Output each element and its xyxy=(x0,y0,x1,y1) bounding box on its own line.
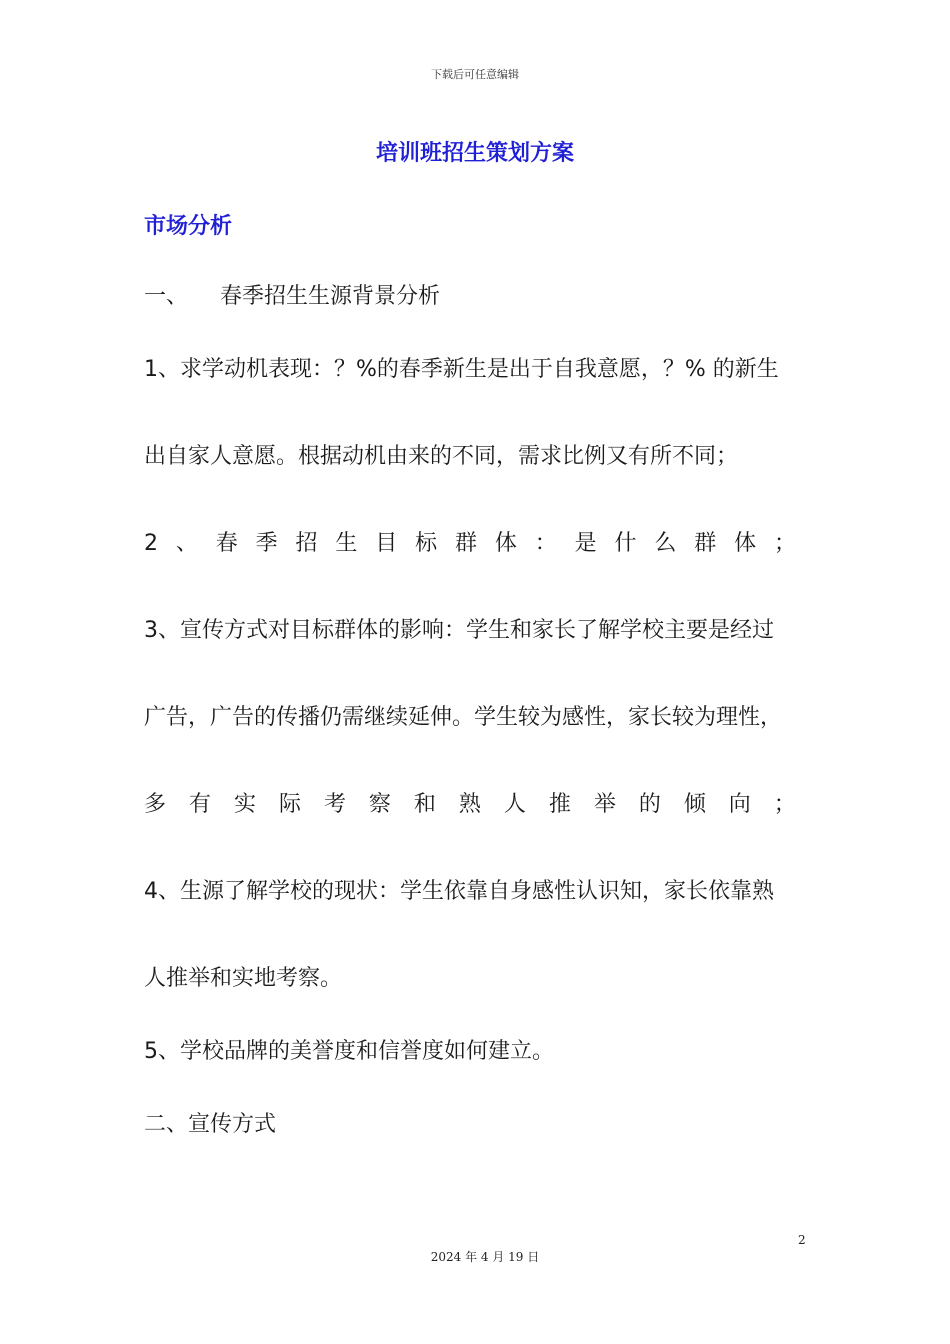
paragraph-line-justified xyxy=(144,790,796,820)
justified-char: 么 xyxy=(654,531,677,556)
document-title: 培训班招生策划方案 xyxy=(375,141,574,166)
paragraph-line: 广告，广告的传播仍需继续延伸。学生较为感性，家长较为理性， xyxy=(144,705,783,730)
justified-char: 熟 xyxy=(458,792,481,817)
justified-char: ； xyxy=(773,531,796,556)
justified-char: 目 xyxy=(375,531,398,556)
justified-char: 群 xyxy=(694,531,717,556)
paragraph-line: 4、生源了解学校的现状：学生依靠自身感性认识知，家长依靠熟 xyxy=(144,879,774,904)
justified-char: 实 xyxy=(233,792,256,817)
justified-char: 体 xyxy=(734,531,757,556)
justified-char: 人 xyxy=(503,792,526,817)
subheading-promotion: 二、宣传方式 xyxy=(144,1112,277,1137)
subheading-text: 春季招生生源背景分析 xyxy=(220,284,441,309)
justified-char: 察 xyxy=(368,792,391,817)
header-note: 下载后可任意编辑 xyxy=(431,68,519,81)
justified-char: 向 xyxy=(728,792,751,817)
justified-char: 和 xyxy=(413,792,436,817)
justified-char: 推 xyxy=(548,792,571,817)
justified-char: 际 xyxy=(278,792,301,817)
justified-char: 有 xyxy=(188,792,211,817)
justified-char: 生 xyxy=(335,531,358,556)
justified-char: 的 xyxy=(638,792,661,817)
subheading-spring-enrollment xyxy=(144,282,440,312)
paragraph-line: 人推举和实地考察。 xyxy=(144,966,343,991)
section-heading: 市场分析 xyxy=(144,214,233,239)
page-number: 2 xyxy=(798,1233,806,1247)
justified-char: 倾 xyxy=(683,792,706,817)
paragraph-line: 1、求学动机表现：？%的春季新生是出于自我意愿，？% 的新生 xyxy=(144,357,779,382)
justified-char: 是 xyxy=(574,531,597,556)
justified-char: 什 xyxy=(614,531,637,556)
justified-char: 举 xyxy=(593,792,616,817)
paragraph-line: 5、学校品牌的美誉度和信誉度如何建立。 xyxy=(144,1039,554,1064)
justified-char: 2 xyxy=(144,531,158,556)
justified-char: 标 xyxy=(415,531,438,556)
justified-char: 春 xyxy=(215,531,238,556)
paragraph-line: 出自家人意愿。根据动机由来的不同，需求比例又有所不同； xyxy=(144,444,739,469)
justified-char: ； xyxy=(773,792,796,817)
justified-char: 季 xyxy=(255,531,278,556)
justified-char: 、 xyxy=(175,531,198,556)
subheading-number: 一、 xyxy=(144,284,189,309)
justified-char: 考 xyxy=(323,792,346,817)
paragraph-line-justified xyxy=(144,529,796,559)
justified-char: 多 xyxy=(144,792,167,817)
justified-char: ： xyxy=(534,531,557,556)
justified-char: 群 xyxy=(454,531,477,556)
justified-char: 招 xyxy=(295,531,318,556)
footer-date: 2024 年 4 月 19 日 xyxy=(430,1250,540,1264)
justified-char: 体 xyxy=(494,531,517,556)
paragraph-line: 3、宣传方式对目标群体的影响：学生和家长了解学校主要是经过 xyxy=(144,618,774,643)
